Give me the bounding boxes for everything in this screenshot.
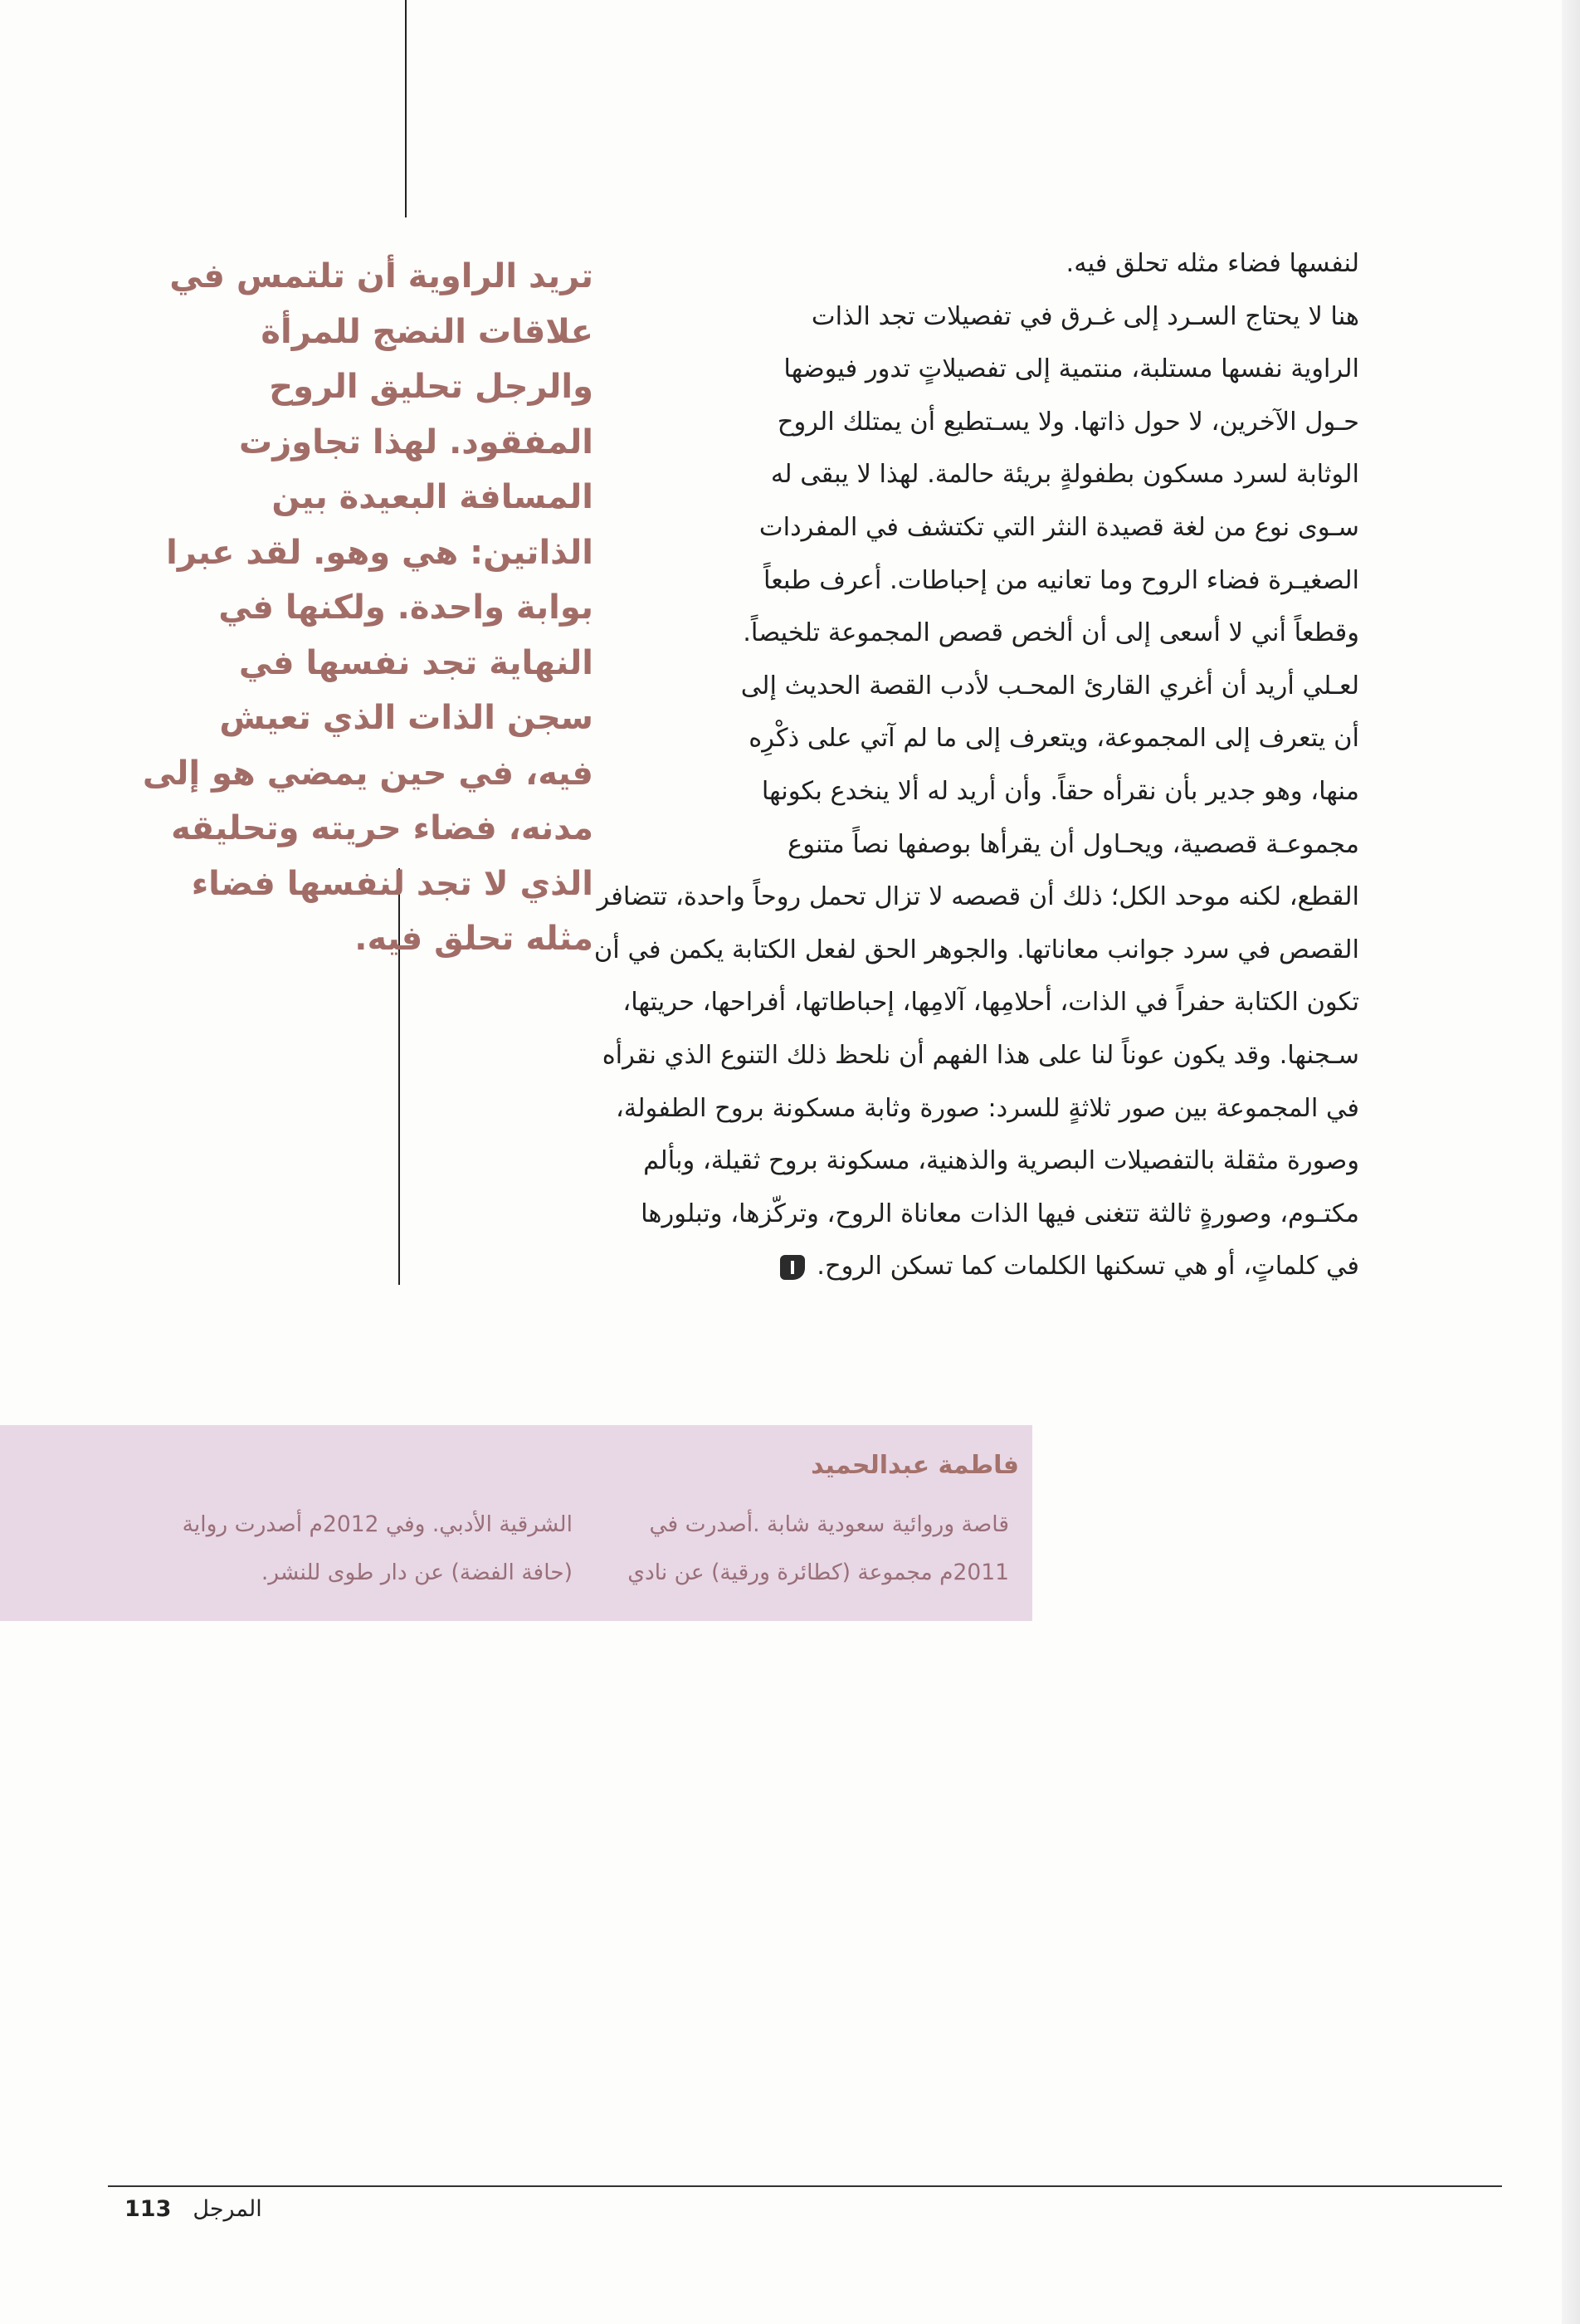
body-line: تكون الكتابة حفراً في الذات، أحلامِها، آلامِها، إحباطاتها، أفراحها، حريتها،	[622, 988, 1359, 1018]
body-line: سـجنها. وقد يكون عوناً لنا على هذا الفهم أن نلحظ ذلك التنوع الذي نقرأه	[602, 1040, 1359, 1070]
body-line: منها، وهو جدير بأن نقرأه حقاً. وأن أريد له ألا ينخدع بكونها	[761, 776, 1359, 806]
body-line: مكتـوم، وصورةٍ ثالثة تتغنى فيها الذات معاناة الروح، وتركّزها، وتبلورها	[641, 1199, 1359, 1228]
body-line-final	[438, 1240, 1359, 1293]
body-line: الصغيـرة فضاء الروح وما تعانيه من إحباطات. أعرف طبعاً	[763, 565, 1359, 595]
body-line: الراوية نفسها مستلبة، منتمية إلى تفصيلاتٍ تدور فيوضها	[783, 354, 1359, 384]
body-line: لعـلي أريد أن أغري القارئ المحـب لأدب القصة الحديث إلى	[740, 671, 1359, 701]
author-bio-column-right: قاصة وروائية سعودية شابة .أصدرت في 2011م مجموعة (كطائرة ورقية) عن نادي	[627, 1511, 1009, 1585]
page-number: 113	[124, 2196, 172, 2222]
body-line: وصورة مثقلة بالتفصيلات البصرية والذهنية، مسكونة بروح ثقيلة، وبألم	[643, 1146, 1359, 1176]
body-line: مجموعـة قصصية، ويحـاول أن يقرأها بوصفها نصاً متنوع	[788, 829, 1359, 859]
body-line: أن يتعرف إلى المجموعة، ويتعرف إلى ما لم آتي على ذكْرِه	[749, 724, 1359, 754]
author-name: فاطمة عبدالحميد	[811, 1451, 1019, 1480]
final-sentence: في كلماتٍ، أو هي تسكنها الكلمات كما تسكن الروح.	[817, 1252, 1359, 1282]
top-vertical-rule	[405, 0, 407, 217]
body-line: الوثابة لسرد مسكون بطفولةٍ بريئة حالمة. لهذا لا يبقى له	[770, 460, 1359, 490]
body-line: القطع، لكنه موحد الكل؛ ذلك أن قصصه لا تزال تحمل روحاً واحدة، تتضافر	[597, 882, 1359, 912]
body-line: لنفسها فضاء مثله تحلق فيه.	[1066, 249, 1359, 278]
article-body	[438, 237, 1359, 1293]
footer-rule	[108, 2185, 1502, 2187]
body-line: سـوى نوع من لغة قصيدة النثر التي تكتشف في المفردات	[758, 512, 1359, 542]
magazine-name: المرجل	[193, 2196, 262, 2222]
body-line: القصص في سرد جوانب معاناتها. والجوهر الحق لفعل الكتابة يكمن في أن	[593, 935, 1359, 964]
author-bio-column-left: الشرقية الأدبي. وفي 2012م أصدرت رواية (حافة الفضة) عن دار طوى للنشر.	[182, 1511, 573, 1585]
pull-quote: تريد الراوية أن تلتمس في علاقات النضج للمرأة والرجل تحليق الروح المفقود. لهذا تجاوزت المسافة البعيدة بين الذاتين: هي وهو. لقد عبرا بوابة واحدة. ولكنها في النهاية تجد نفسها في سجن الذات الذي تعيش فيه، في حين يمضي هو إلى مدنه، فضاء حريته وتحليقه الذي لا تجد لنفسها فضاء مثله تحلق فيه.	[142, 257, 593, 958]
page-edge-shadow	[1562, 0, 1580, 2324]
page-footer	[124, 2196, 262, 2222]
body-line: في المجموعة بين صور ثلاثةٍ للسرد: صورة وثابة مسكونة بروح الطفولة،	[616, 1093, 1359, 1123]
body-line: هنا لا يحتاج السـرد إلى غـرق في تفصيلات تجد الذات	[811, 301, 1359, 331]
body-line: حـول الآخرين، لا حول ذاتها. ولا يسـتطيع أن يمتلك الروح	[777, 407, 1359, 437]
body-line: وقطعاً أني لا أسعى إلى أن ألخص قصص المجموعة تلخيصاً.	[743, 618, 1359, 648]
article-end-mark-icon	[780, 1255, 805, 1280]
